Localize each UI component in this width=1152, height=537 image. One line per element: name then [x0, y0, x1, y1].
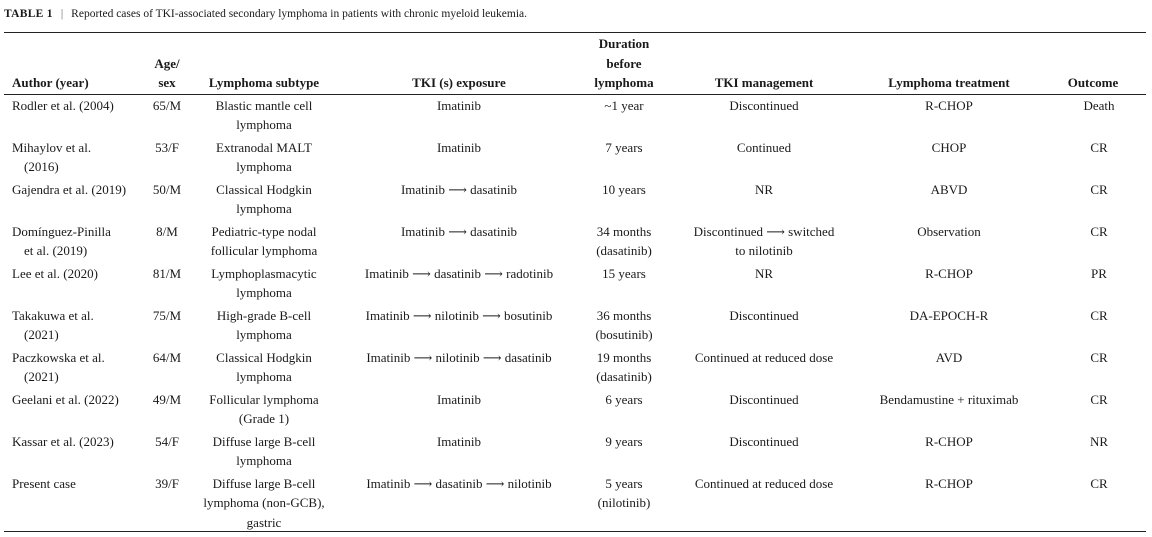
table-row [4, 94, 1146, 136]
cell-tki-management: Discontinued [729, 307, 799, 323]
cell-subtype: Blastic mantle cell lymphoma [215, 97, 313, 132]
cell-lymphoma-treatment: ABVD [930, 181, 968, 197]
cell-tki-management: Discontinued [729, 433, 799, 449]
cell-author: Geelani et al. (2022) [12, 391, 119, 407]
cell-author: Domínguez-Pinilla et al. (2019) [12, 223, 111, 258]
col-header-duration-text: Duration before lymphoma [594, 36, 654, 90]
cell-tki-management: Discontinued [729, 391, 799, 407]
cell-author: Takakuwa et al. (2021) [12, 307, 94, 342]
cell-author: Gajendra et al. (2019) [12, 181, 127, 197]
table-caption [4, 8, 527, 20]
cell-tki-exposure: Imatinib ⟶ dasatinib [400, 223, 518, 239]
cell-lymphoma-treatment: R-CHOP [925, 433, 973, 449]
cell-outcome: CR [1090, 139, 1108, 155]
table-row [4, 220, 1146, 262]
cell-tki-management: Discontinued [729, 97, 799, 113]
cell-author: Present case [12, 475, 76, 491]
cell-subtype: Classical Hodgkin lymphoma [216, 349, 312, 384]
lymphoma-cases-table [4, 34, 1146, 532]
cell-outcome: CR [1090, 475, 1108, 491]
cell-subtype: Lymphoplasmacytic lymphoma [211, 265, 317, 300]
cell-lymphoma-treatment: AVD [935, 349, 963, 365]
cell-duration: 6 years [605, 391, 643, 407]
cell-age-sex: 50/M [152, 181, 182, 197]
cell-duration: 34 months (dasatinib) [596, 223, 652, 258]
table-row [4, 472, 1146, 533]
cell-lymphoma-treatment: R-CHOP [925, 265, 973, 281]
cell-outcome: CR [1090, 349, 1108, 365]
cell-duration: 36 months (bosutinib) [595, 307, 653, 342]
cell-lymphoma-treatment: Bendamustine + rituximab [879, 391, 1019, 407]
cell-subtype: Extranodal MALT lymphoma [216, 139, 312, 174]
col-header-author: Author (year) [12, 75, 89, 90]
cell-tki-exposure: Imatinib ⟶ dasatinib [400, 181, 518, 197]
cell-age-sex: 64/M [152, 349, 182, 365]
table-row [4, 178, 1146, 220]
cell-outcome: Death [1083, 97, 1115, 113]
caption-separator: | [60, 8, 64, 20]
col-header-age-sex [146, 34, 188, 94]
cell-subtype: Classical Hodgkin lymphoma [216, 181, 312, 216]
top-rule [4, 32, 1146, 33]
cell-duration: 5 years (nilotinib) [597, 475, 651, 510]
col-header-subtype: Lymphoma subtype [208, 75, 320, 90]
table-row [4, 262, 1146, 304]
cell-age-sex: 49/M [152, 391, 182, 407]
cell-tki-exposure: Imatinib ⟶ dasatinib ⟶ nilotinib [366, 475, 552, 491]
cell-tki-management: NR [754, 265, 774, 281]
cell-duration: 7 years [605, 139, 643, 155]
cell-outcome: CR [1090, 307, 1108, 323]
cell-age-sex: 81/M [152, 265, 182, 281]
cell-age-sex: 65/M [152, 97, 182, 113]
cell-tki-exposure: Imatinib ⟶ dasatinib ⟶ radotinib [364, 265, 554, 281]
cell-author: Rodler et al. (2004) [12, 97, 114, 113]
cell-lymphoma-treatment: DA-EPOCH-R [909, 307, 989, 323]
cell-author: Kassar et al. (2023) [12, 433, 114, 449]
cell-tki-management: Discontinued ⟶ switched to nilotinib [693, 223, 835, 258]
cell-tki-management: Continued [736, 139, 792, 155]
cell-age-sex: 8/M [156, 223, 178, 239]
cell-subtype: High-grade B-cell lymphoma [216, 307, 312, 342]
col-header-outcome: Outcome [1067, 75, 1119, 90]
col-header-tki: TKI (s) exposure [412, 75, 506, 90]
cell-tki-management: Continued at reduced dose [694, 349, 834, 365]
table-row [4, 430, 1146, 472]
cell-tki-management: NR [754, 181, 774, 197]
table-row [4, 136, 1146, 178]
table-label: TABLE 1 [4, 8, 53, 20]
cell-age-sex: 75/M [152, 307, 182, 323]
cell-lymphoma-treatment: R-CHOP [925, 97, 973, 113]
col-header-management: TKI management [714, 75, 814, 90]
cell-tki-exposure: Imatinib ⟶ nilotinib ⟶ dasatinib [366, 349, 552, 365]
cell-tki-exposure: Imatinib [436, 97, 482, 113]
cell-subtype: Diffuse large B-cell lymphoma [212, 433, 316, 468]
cell-subtype: Follicular lymphoma (Grade 1) [209, 391, 319, 426]
caption-text: Reported cases of TKI-associated secondary lymphoma in patients with chronic myeloid leukemia. [71, 8, 527, 20]
cell-tki-exposure: Imatinib [436, 139, 482, 155]
table-body [4, 94, 1146, 533]
cell-duration: 15 years [602, 265, 646, 281]
cell-outcome: CR [1090, 181, 1108, 197]
cell-outcome: NR [1089, 433, 1109, 449]
cell-subtype: Diffuse large B-cell lymphoma (non-GCB), gastric [203, 475, 325, 530]
cell-outcome: CR [1090, 391, 1108, 407]
cell-tki-exposure: Imatinib [436, 433, 482, 449]
cell-tki-management: Continued at reduced dose [694, 475, 834, 491]
table-row [4, 388, 1146, 430]
cell-lymphoma-treatment: CHOP [931, 139, 967, 155]
header-row [4, 34, 1146, 94]
cell-outcome: PR [1091, 265, 1107, 281]
cell-age-sex: 39/F [155, 475, 179, 491]
table-row [4, 304, 1146, 346]
cell-duration: 10 years [602, 181, 646, 197]
cell-lymphoma-treatment: Observation [917, 223, 981, 239]
cell-duration: 19 months (dasatinib) [596, 349, 652, 384]
cell-outcome: CR [1090, 223, 1108, 239]
cell-author: Lee et al. (2020) [12, 265, 98, 281]
col-header-treatment: Lymphoma treatment [888, 75, 1010, 90]
cell-author: Paczkowska et al. (2021) [12, 349, 105, 384]
col-header-duration [578, 34, 670, 94]
cell-duration: 9 years [605, 433, 643, 449]
cell-duration: ~1 year [604, 97, 644, 113]
cell-age-sex: 54/F [155, 433, 179, 449]
cell-subtype: Pediatric-type nodal follicular lymphoma [210, 223, 318, 258]
cell-age-sex: 53/F [155, 139, 179, 155]
cell-tki-exposure: Imatinib ⟶ nilotinib ⟶ bosutinib [365, 307, 553, 323]
cell-tki-exposure: Imatinib [436, 391, 482, 407]
cell-lymphoma-treatment: R-CHOP [925, 475, 973, 491]
col-header-age-sex-text: Age/ sex [154, 55, 180, 90]
table-row [4, 346, 1146, 388]
cell-author: Mihaylov et al. (2016) [12, 139, 92, 174]
